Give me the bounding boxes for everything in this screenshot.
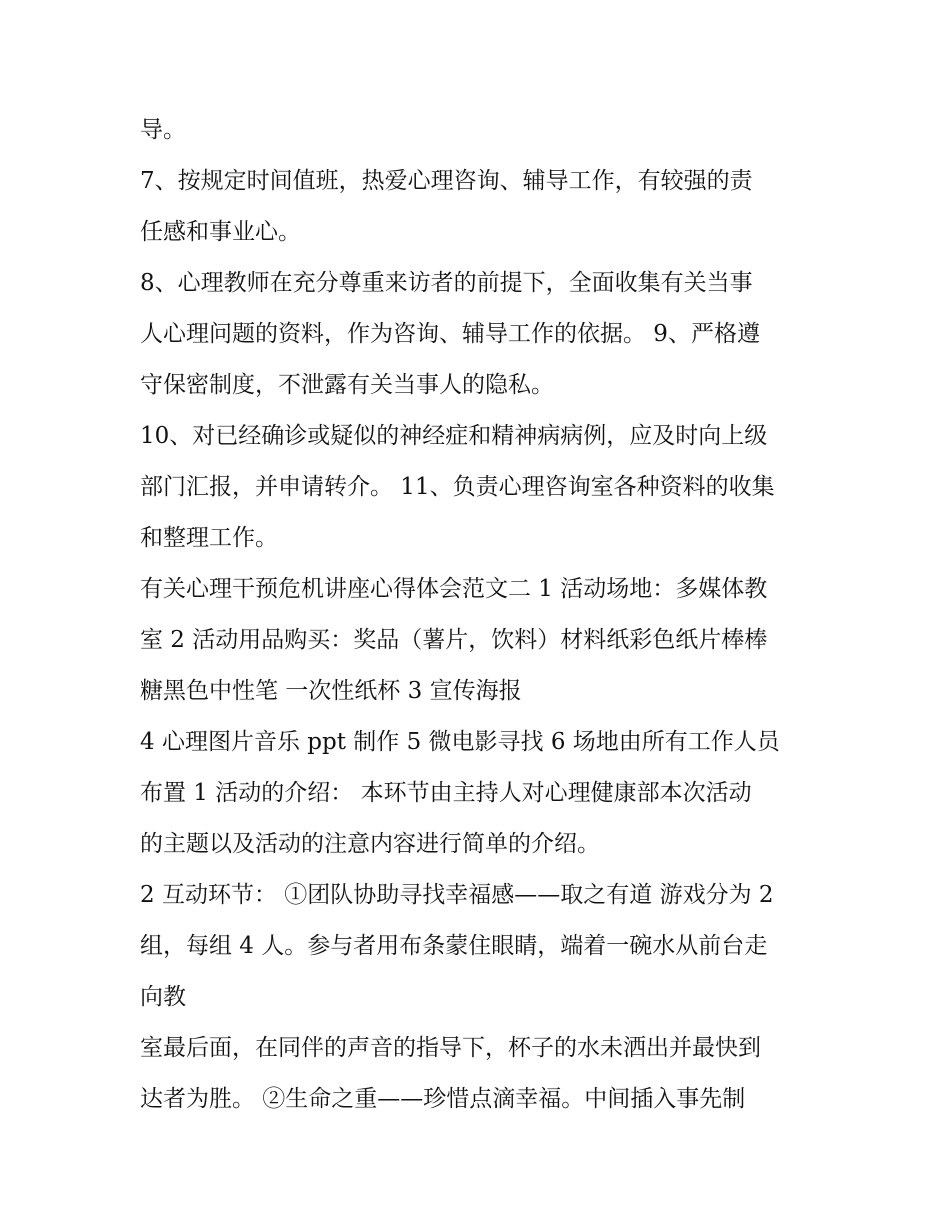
text-line: 组，每组 4 人。参与者用布条蒙住眼睛，端着一碗水从前台走 — [140, 933, 768, 959]
text-line: 和整理工作。 — [140, 525, 278, 551]
text-line: 室最后面，在同伴的声音的指导下，杯子的水未洒出并最快到 — [140, 1035, 761, 1061]
text-line: 部门汇报，并申请转介。 11、负责心理咨询室各种资料的收集 — [140, 474, 775, 500]
text-line: 人心理问题的资料，作为咨询、辅导工作的依据。 9、严格遵 — [140, 321, 760, 347]
text-line: 8、心理教师在充分尊重来访者的前提下，全面收集有关当事 — [140, 270, 753, 296]
text-line: 2 互动环节： ①团队协助寻找幸福感——取之有道 游戏分为 2 — [140, 882, 774, 908]
text-line: 守保密制度，不泄露有关当事人的隐私。 — [140, 372, 554, 398]
text-line: 7、按规定时间值班，热爱心理咨询、辅导工作，有较强的责 — [140, 168, 753, 194]
text-line: 导。 — [140, 117, 186, 143]
text-line: 布置 1 活动的介绍： 本环节由主持人对心理健康部本次活动 — [140, 780, 752, 806]
document-body — [140, 105, 820, 1125]
text-line: 室 2 活动用品购买：奖品（薯片，饮料）材料纸彩色纸片棒棒 — [140, 627, 768, 653]
text-line: 4 心理图片音乐 ppt 制作 5 微电影寻找 6 场地由所有工作人员 — [140, 729, 780, 755]
text-line: 达者为胜。 ②生命之重——珍惜点滴幸福。中间插入事先制 — [140, 1086, 746, 1112]
text-line: 向教 — [140, 984, 186, 1010]
text-line: 有关心理干预危机讲座心得体会范文二 1 活动场地：多媒体教 — [140, 576, 768, 602]
text-line: 10、对已经确诊或疑似的神经症和精神病病例，应及时向上级 — [140, 423, 768, 449]
text-line: 的主题以及活动的注意内容进行简单的介绍。 — [140, 831, 600, 857]
text-line: 任感和事业心。 — [140, 219, 301, 245]
text-line: 糖黑色中性笔 一次性纸杯 3 宣传海报 — [140, 678, 522, 704]
